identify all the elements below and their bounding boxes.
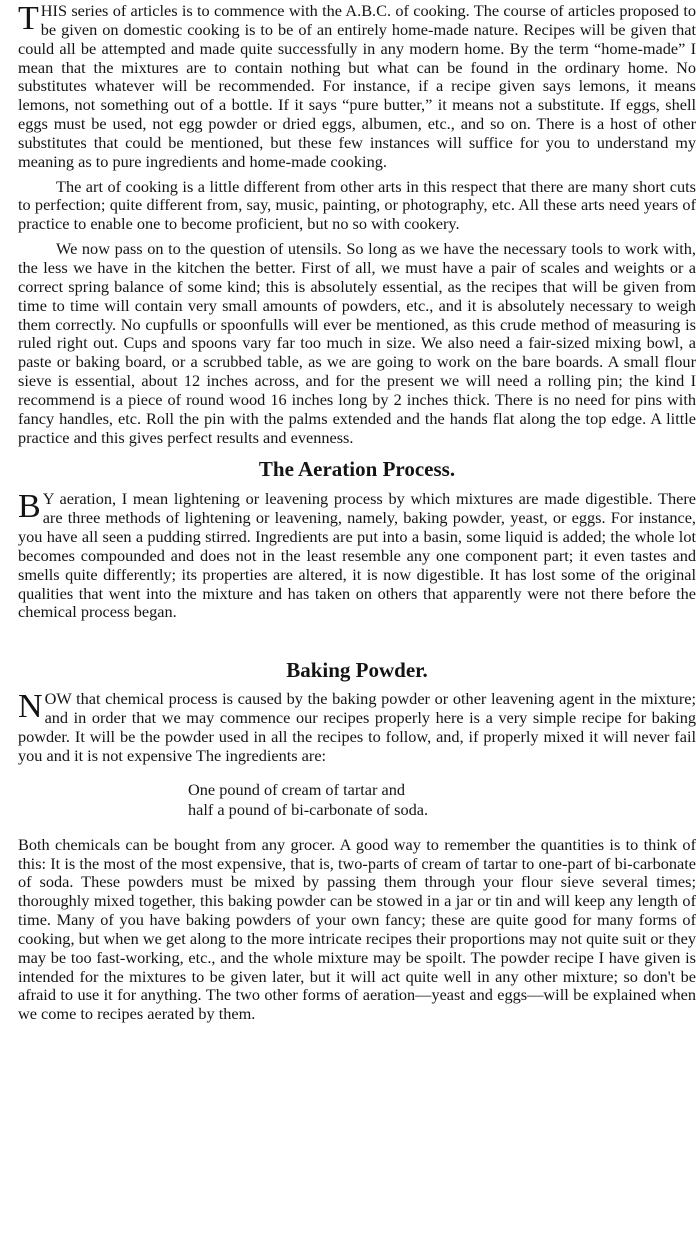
aeration-heading: The Aeration Process. (258, 457, 456, 482)
utensils-paragraph: We now pass on to the question of utensils. So long as we have the necessary tools to work with, the less we have in the kitchen the better. First of all, we must have a pair of scales and weights or a correct spring balance of some kind; this is absolutely essential, as the recipes that will be given from time to time will contain very small amounts of powders, etc., and it is absolutely necessary to weigh them correctly. No cupfulls or spoonfulls will ever be mentioned, as this crude method of measuring is ruled right out. Cups and spoons vary far too much in size. We also need a fair-sized mixing bowl, a paste or baking board, or a scrubbed table, as we are going to work on the bare boards. A small flour sieve is essential, about 12 inches across, and for the present we will need a rolling pin; the kind I recommend is a piece of round wood 16 inches long by 2 inches thick. There is no need for pins with fancy handles, etc. Roll the pin with the palms extended and the hands flat along the top edge. A little practice and this gives perfect results and evenness. (18, 239, 696, 447)
baking-powder-heading: Baking Powder. (286, 658, 428, 683)
intro-paragraph (18, 2, 696, 172)
recipe-line-2: half a pound of bi-carbonate of soda. (188, 799, 429, 819)
recipe-line-1: One pound of cream of tartar and (188, 779, 405, 799)
aeration-paragraph (18, 490, 696, 622)
intro-text: HIS series of articles is to commence with the A.B.C. of cooking. The course of articles proposed to be given on domestic cooking is to be of an entirely home-made nature. Recipes will be given that could all be attempted and made quite successfully in any modern home. By the term “home-made” I mean that the mixtures are to contain nothing but what can be found in the ordinary home. No substitutes whatever will be recommended. For instance, if a recipe given says lemons, it means lemons, not something out of a bottle. If it says “pure butter,” it means not a substitute. If eggs, shell eggs must be used, not egg powder or dried eggs, albumen, etc., and so on. There is a host of other substitutes that could be mentioned, but these few instances will suffice for you to understand my meaning as to pure ingredients and home-made cooking. (18, 1, 696, 171)
baking-powder-closing-paragraph: Both chemicals can be bought from any grocer. A good way to remember the quantities is to think of this: It is the most of the most expensive, that is, two-parts of cream of tartar to one-part of bi-carbonate of soda. These powders must be mixed by passing them through your flour sieve several times; thoroughly mixed together, this baking powder can be stowed in a jar or tin and will keep any length of time. Many of you have baking powders of your own fancy; these are quite good for many forms of cooking, but when we get along to the more intricate recipes their proportions may not quite suit or they may be too fast-working, etc., and the whole mixture may be spoilt. The powder recipe I have given is intended for the mixtures to be given later, but it will act quite well in any other mixture; so don't be afraid to use it for anything. The two other forms of aeration—yeast and eggs—will be explained when we come to recipes aerated by them. (18, 834, 696, 1024)
baking-powder-recipe (188, 780, 696, 820)
baking-powder-text: OW that chemical process is caused by the baking powder or other leavening agent in the mixture; and in order that we may commence our recipes properly here is a very simple recipe for baking powder. It will be the powder used in all the recipes to follow, and, if properly mixed it will never fail you and it is not expensive The ingredients are: (18, 689, 696, 765)
baking-powder-paragraph (18, 690, 696, 765)
aeration-text: Y aeration, I mean lightening or leavening process by which mixtures are made digestible. There are three methods of lightening or leavening, namely, baking powder, yeast, or eggs. For instance, you have all seen a pudding stirred. Ingredients are put into a basin, some liquid is added; the whole lot becomes compounded and does not in the least resemble any one component part; it even tastes and smells quite differently; its properties are altered, it is now digestible. It has lost some of the original qualities that went into the mixture and has taken on others that apparently were not there before the chemical process began. (18, 489, 696, 622)
intro-dropcap: T (18, 0, 39, 37)
baking-powder-dropcap: N (18, 688, 43, 726)
art-paragraph: The art of cooking is a little different from other arts in this respect that there are many short cuts to perfection; quite different from, say, music, painting, or photography, etc. All these arts need years of practice to enable one to become proficient, but no so with cookery. (18, 176, 696, 234)
aeration-dropcap: B (18, 488, 41, 526)
